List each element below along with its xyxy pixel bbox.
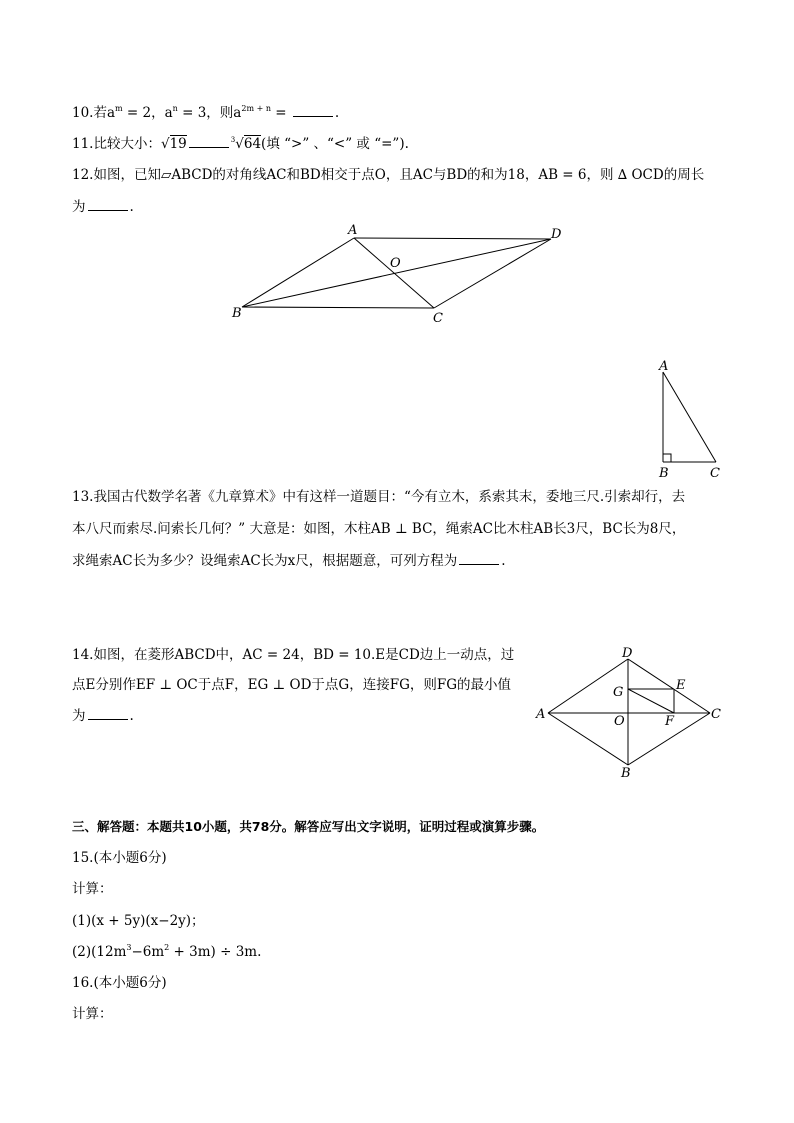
fig14-label-A: A	[536, 707, 546, 722]
parallelogram-figure	[228, 222, 568, 327]
question-10	[72, 104, 339, 122]
answer-blank	[88, 198, 128, 211]
question-11	[72, 135, 409, 153]
sqrt-symbol: √	[160, 136, 170, 152]
q10-exp-2mn: 2m + n	[241, 104, 271, 113]
q10-eq: =	[271, 105, 291, 121]
q14-prefix: 为	[72, 708, 86, 724]
question-15-intro: 计算：	[72, 881, 113, 897]
q11-cube-index: 3	[230, 136, 236, 144]
answer-blank	[189, 135, 229, 148]
q15-p2-exp: 3	[126, 943, 132, 952]
fig13-label-B: B	[659, 466, 669, 481]
fig14-label-O: O	[614, 714, 625, 729]
q15-p2-prefix: (2)(12m	[72, 944, 127, 960]
question-16-intro: 计算：	[72, 1006, 113, 1022]
q12-prefix: 为	[72, 199, 86, 215]
q11-sqrt19: 19	[169, 136, 187, 152]
question-14-line1: 14.如图，在菱形ABCD中，AC = 24，BD = 10.E是CD边上一动点，过	[72, 647, 515, 663]
cbrt-symbol: √	[235, 136, 244, 152]
q10-prefix: 10.若a	[72, 105, 116, 121]
fig13-label-A: A	[659, 359, 669, 374]
question-13-line2: 本八尺而索尽.问索长几何？” 大意是：如图，木柱AB ⊥ BC，绳索AC比木柱AB长3尺，BC长为8尺，	[72, 521, 686, 537]
right-triangle-figure	[654, 358, 726, 480]
question-12-line2	[72, 198, 134, 216]
q13-end: .	[501, 553, 506, 569]
fig12-label-D: D	[551, 227, 562, 242]
q13-prefix: 求绳索AC长为多少？设绳索AC长为x尺，根据题意，可列方程为	[72, 553, 458, 569]
q15-p2-exp2: 2	[164, 943, 170, 952]
fig12-label-A: A	[348, 223, 358, 238]
question-13-line1: 13.我国古代数学名著《九章算术》中有这样一道题目：“今有立木，系索其末，委地三尺.引索却行，去	[72, 489, 686, 505]
q11-prefix: 11.比较大小：	[72, 136, 161, 152]
question-12-line1: 12.如图，已知▱ABCD的对角线AC和BD相交于点O，且AC与BD的和为18，AB = 6，则 ∆ OCD的周长	[72, 167, 705, 183]
fig14-label-B: B	[621, 766, 631, 781]
question-15-header: 15.(本小题6分)	[72, 850, 167, 866]
fig13-label-C: C	[710, 466, 720, 481]
fig14-label-G: G	[613, 685, 624, 700]
fig14-label-D: D	[622, 646, 633, 661]
q15-p2-end: + 3m) ÷ 3m.	[169, 944, 262, 960]
q11-suffix: (填 “>” 、“<” 或 “=”).	[261, 136, 409, 152]
fig12-label-C: C	[433, 311, 443, 326]
rhombus-figure	[532, 645, 727, 780]
question-14-line3	[72, 707, 134, 725]
fig14-label-C: C	[711, 707, 721, 722]
question-15-part1: (1)(x + 5y)(x−2y)；	[72, 913, 205, 929]
q10-exp-n: n	[172, 104, 178, 113]
q14-end: .	[129, 708, 134, 724]
right-angle-mark	[663, 454, 671, 462]
answer-blank	[459, 552, 499, 565]
fig12-label-O: O	[390, 256, 401, 271]
question-13-line3	[72, 552, 506, 570]
question-14-line2: 点E分别作EF ⊥ OC于点F，EG ⊥ OD于点G，连接FG，则FG的最小值	[72, 677, 512, 693]
answer-blank	[88, 707, 128, 720]
q15-p2-mid: −6m	[131, 944, 165, 960]
question-15-part2	[72, 943, 261, 961]
q12-end: .	[129, 199, 134, 215]
section-3-title: 三、解答题：本题共10小题，共78分。解答应写出文字说明，证明过程或演算步骤。	[72, 819, 545, 834]
q11-sqrt64: 64	[243, 136, 262, 152]
question-16-header: 16.(本小题6分)	[72, 975, 167, 991]
fig12-label-B: B	[232, 306, 242, 321]
fig14-label-F: F	[665, 714, 675, 729]
q10-end: .	[334, 105, 340, 121]
q10-mid1: = 2，a	[122, 105, 173, 121]
fig14-label-E: E	[676, 678, 686, 693]
q10-exp-m: m	[115, 104, 123, 113]
answer-blank	[293, 104, 333, 117]
q10-mid2: = 3，则a	[177, 105, 242, 121]
